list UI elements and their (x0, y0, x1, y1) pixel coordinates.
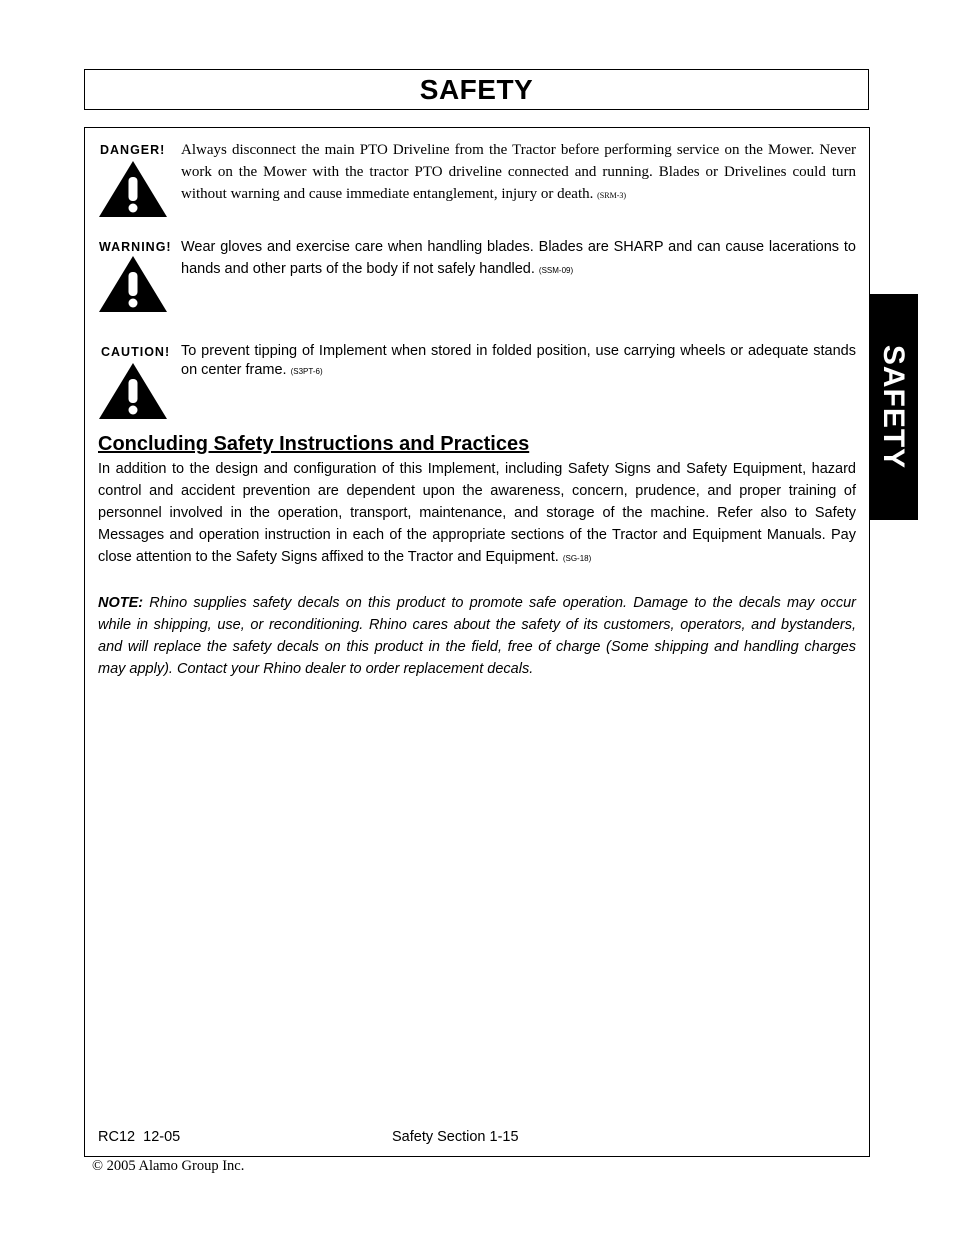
footer-document-id: RC12 12-05 (98, 1129, 181, 1145)
caution-signal-word: CAUTION! (101, 345, 171, 359)
section-side-tab (869, 294, 918, 520)
danger-signal-word: DANGER! (100, 143, 166, 157)
caution-message (181, 342, 856, 381)
warning-triangle-icon (98, 160, 168, 218)
warning-message-text: Wear gloves and exercise care when handling blades. Blades are SHARP and can cause lacerations to hands and other parts of the body if not safely handled. (181, 239, 856, 277)
warning-triangle-icon (98, 255, 168, 313)
note-text: Rhino supplies safety decals on this product to promote safe operation. Damage to the decals may occur while in shipping, use, or reconditioning. Rhino cares about the safety of its customers, operators, and bystanders, and will replace the safety decals on this product in the field, free of charge (Some shipping and handling charges may apply). Contact your Rhino dealer to order replacement decals. (98, 595, 856, 677)
warning-triangle-icon (98, 362, 168, 420)
section-heading: Concluding Safety Instructions and Practices (98, 433, 530, 455)
caution-message-text: To prevent tipping of Implement when stored in folded position, use carrying wheels or adequate stands on center frame. (181, 343, 856, 378)
concluding-paragraph-text: In addition to the design and configuration of this Implement, including Safety Signs and Safety Equipment, hazard control and accident prevention are dependent upon the awareness, concern, prudence, and proper training of personnel involved in the operation, transport, maintenance, and storage of the machine. Refer also to Safety Messages and operation instruction in each of the appropriate sections of the Tractor and Equipment Manuals. Pay close attention to the Safety Signs affixed to the Tractor and Equipment. (98, 461, 856, 565)
warning-message (181, 236, 856, 282)
note-paragraph (98, 592, 856, 680)
side-tab-label: SAFETY (877, 344, 911, 470)
concluding-paragraph-code: (SG-18) (562, 554, 592, 563)
danger-message-code: (SRM-3) (597, 191, 627, 200)
danger-message-text: Always disconnect the main PTO Driveline from the Tractor before performing service on the Mower. Never work on the Mower with the tractor PTO driveline connected and running. Blades or Drivelines could turn without warning and cause immediate entanglement, injury or death. (181, 142, 856, 202)
copyright-notice: © 2005 Alamo Group Inc. (92, 1158, 245, 1174)
danger-message (181, 139, 856, 207)
warning-signal-word: WARNING! (99, 240, 172, 254)
footer-page-number: Safety Section 1-15 (392, 1129, 519, 1145)
concluding-paragraph (98, 458, 856, 570)
caution-message-code: (S3PT-6) (290, 367, 323, 376)
note-label: NOTE: (98, 595, 144, 611)
page-title: SAFETY (419, 73, 534, 105)
page-header (84, 69, 869, 110)
warning-message-code: (SSM-09) (538, 266, 574, 275)
